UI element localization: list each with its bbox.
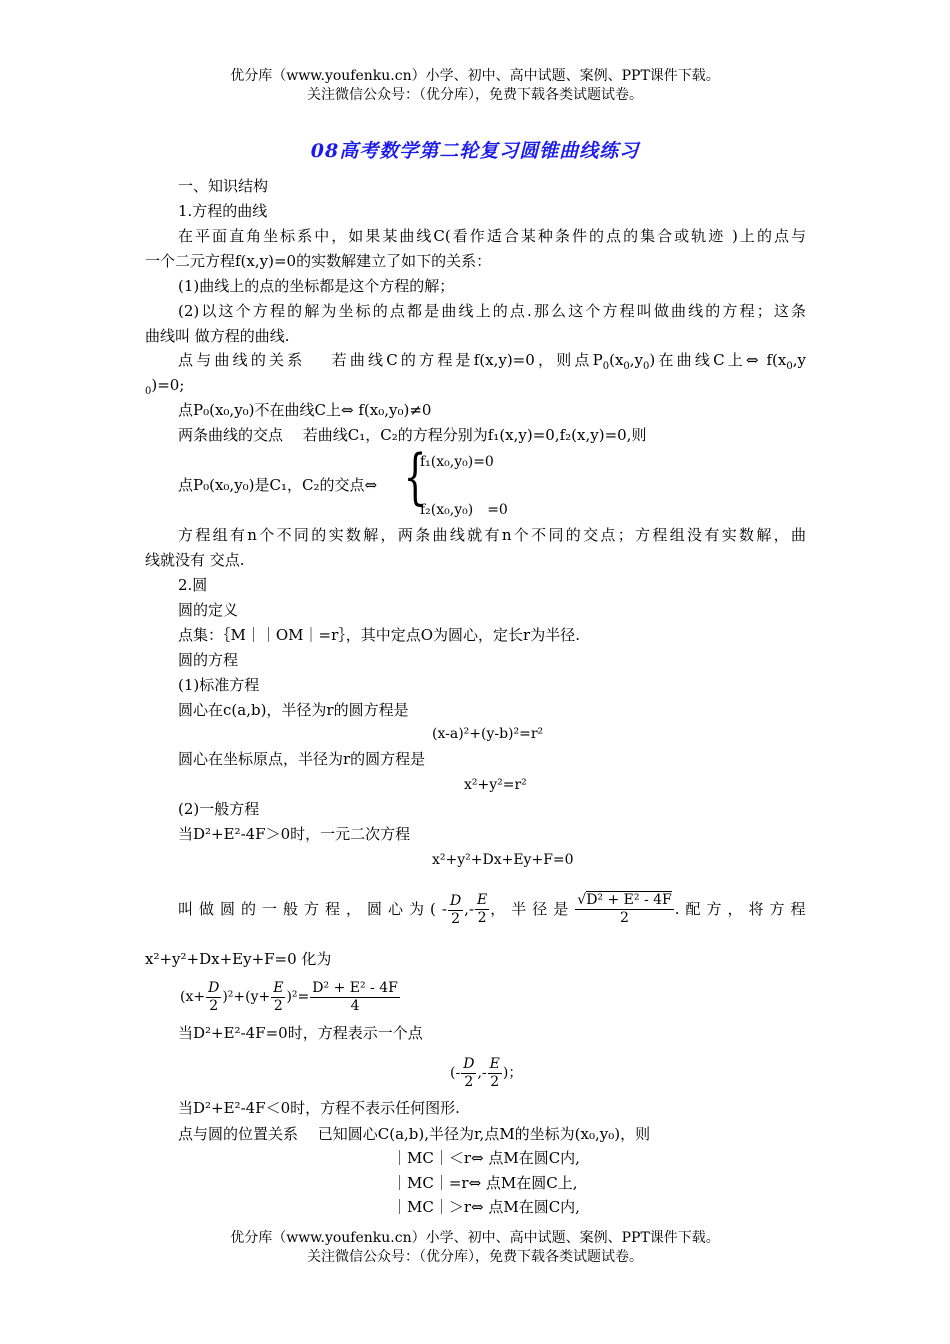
- intersection-line: 两条曲线的交点 若曲线C₁，C₂的方程分别为f₁(x,y)=0,f₂(x,y)=0,则: [178, 426, 647, 444]
- section-heading: 一、知识结构: [178, 177, 269, 195]
- brace-icon: {: [403, 442, 427, 512]
- text: ,y: [792, 351, 806, 369]
- frac-num: D: [449, 892, 462, 909]
- header-line-2: 关注微信公众号：（优分库），免费下载各类试题试卷。: [307, 87, 643, 103]
- fraction-e: [271, 980, 285, 1015]
- frac-den: 2: [620, 909, 629, 926]
- paragraph-line: 在平面直角坐标系中，如果某曲线C(看作适合某种条件的点的集合或轨迹 )上的点与: [178, 227, 806, 245]
- paragraph-line: 线就没有 交点.: [145, 551, 245, 569]
- position-rule: ｜MC｜＞r⇔ 点M在圆C内,: [392, 1198, 580, 1216]
- subsection-curve: 1.方程的曲线: [178, 202, 268, 220]
- system-lead: 点P₀(x₀,y₀)是C₁，C₂的交点⇔: [178, 476, 378, 494]
- header-line-1: 优分库（www.youfenku.cn）小学、初中、高中试题、案例、PPT课件下载。: [230, 68, 720, 84]
- position-rule: ｜MC｜＜r⇔ 点M在圆C内,: [392, 1149, 580, 1167]
- condition-2: (2)以这个方程的解为坐标的点都是曲线上的点.那么这个方程叫做曲线的方程；这条: [178, 302, 806, 320]
- text: ，半径是: [490, 900, 575, 918]
- text: )²=: [286, 989, 310, 1005]
- text: )²+(y+: [222, 989, 271, 1005]
- text-line: 点与圆的位置关系 已知圆心C(a,b),半径为r,点M的坐标为(x₀,y₀)，则: [178, 1125, 651, 1143]
- relation-line-cont: $_0$)=0;: [145, 376, 185, 397]
- relation-line: 点与曲线的关系 若曲线C的方程是f(x,y)=0，则点$P_0(x_0,y_0)$在曲线C上⇔ $f(x_0,y$: [178, 351, 806, 372]
- equation: (x-a)²+(y-b)²=r²: [432, 726, 544, 742]
- text: 点与曲线的关系 若曲线C的方程是f(x,y)=0，则点P: [178, 351, 603, 369]
- frac-den: 2: [209, 997, 219, 1014]
- heading: (1)标准方程: [178, 676, 260, 694]
- text-line: 圆心在坐标原点，半径为r的圆方程是: [178, 750, 426, 768]
- text: 叫做圆的一般方程，圆心为(: [178, 900, 442, 918]
- frac-den: 4: [350, 997, 360, 1014]
- frac-den: 2: [464, 1073, 474, 1090]
- text-line: x²+y²+Dx+Ey+F=0 化为: [145, 950, 332, 968]
- paragraph-line: 方程组有n个不同的实数解，两条曲线就有n个不同的交点；方程组没有实数解，曲: [178, 526, 806, 544]
- paragraph-line: 一个二元方程f(x,y)=0的实数解建立了如下的关系：: [145, 252, 492, 270]
- equation: x²+y²=r²: [464, 777, 527, 793]
- definition: 点集：｛M｜｜OM｜=r｝，其中定点O为圆心，定长r为半径.: [178, 626, 580, 644]
- frac-num: D: [463, 1055, 475, 1072]
- text: )；: [502, 1065, 523, 1081]
- text: (x+: [180, 989, 206, 1005]
- position-rule: ｜MC｜=r⇔ 点M在圆C上,: [392, 1174, 578, 1192]
- completed-square: [180, 974, 401, 1020]
- fraction-d: [461, 1056, 476, 1091]
- fraction-e: [488, 1056, 502, 1091]
- fraction-e: [475, 892, 489, 927]
- paragraph-line: 曲线叫 做方程的曲线.: [145, 327, 290, 345]
- footer-line-2: 关注微信公众号：（优分库），免费下载各类试题试卷。: [307, 1249, 643, 1265]
- equation: x²+y²+Dx+Ey+F=0: [432, 852, 574, 868]
- text-line: 圆心在c(a,b)，半径为r的圆方程是: [178, 701, 409, 719]
- frac-num: D² + E² - 4F: [312, 979, 398, 996]
- frac-num: D: [208, 979, 220, 996]
- fraction-d: - $\frac{D}{2}$: [441, 892, 462, 927]
- frac-den: 2: [490, 1073, 500, 1090]
- frac-num: E: [477, 891, 488, 908]
- frac-den: 2: [273, 997, 283, 1014]
- frac-den: 2: [451, 910, 461, 927]
- text: (x: [609, 351, 624, 369]
- footer-line-1: 优分库（www.youfenku.cn）小学、初中、高中试题、案例、PPT课件下载。: [230, 1230, 720, 1246]
- rhs-fraction: [310, 980, 400, 1015]
- fraction-d: [206, 980, 221, 1015]
- text-line: 当D²+E²-4F＞0时，一元二次方程: [178, 825, 411, 843]
- condition-1: (1)曲线上的点的坐标都是这个方程的解；: [178, 277, 455, 295]
- frac-den: 2: [477, 909, 487, 926]
- frac-num: E: [489, 1055, 500, 1072]
- frac-num: √D² + E² - 4F: [577, 891, 672, 908]
- system-eq-2: f₂(x₀,y₀) =0: [420, 502, 508, 518]
- text: ,-: [464, 900, 475, 918]
- text-line: 当D²+E²-4F=0时，方程表示一个点: [178, 1024, 423, 1042]
- heading: 圆的方程: [178, 651, 239, 669]
- text: )=0;: [151, 376, 185, 394]
- radius-fraction: [575, 892, 673, 927]
- text: )在曲线C上⇔ f(x: [649, 351, 787, 369]
- point-expression: (- $\frac{D}{2}$ ,- $\frac{E}{2}$ )；: [450, 1055, 523, 1090]
- general-form-line: [178, 886, 812, 932]
- relation-line: 点P₀(x₀,y₀)不在曲线C上⇔ f(x₀,y₀)≠0: [178, 401, 432, 419]
- radicand: D² + E² - 4F: [586, 891, 672, 908]
- text-line: 当D²+E²-4F＜0时，方程不表示任何图形.: [178, 1099, 460, 1117]
- heading: 圆的定义: [178, 601, 239, 619]
- frac-num: E: [273, 979, 284, 996]
- system-eq-1: f₁(x₀,y₀)=0: [420, 454, 494, 470]
- document-title: 08高考数学第二轮复习圆锥曲线练习: [310, 140, 640, 162]
- heading: (2)一般方程: [178, 800, 260, 818]
- subsection-circle: 2.圆: [178, 576, 208, 594]
- text: .配方，将方程: [674, 900, 812, 918]
